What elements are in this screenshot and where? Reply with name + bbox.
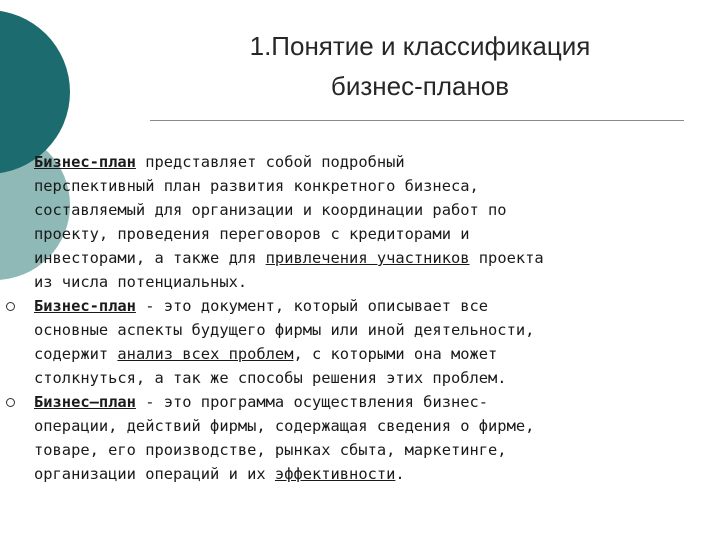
line-text: содержит [34, 345, 118, 363]
paragraph-line: составляемый для организации и координации работ по [34, 201, 507, 219]
paragraph-line [34, 462, 706, 486]
paragraph-line: операции, действий фирмы, содержащая сведения о фирме, [34, 417, 535, 435]
paragraph-line [34, 246, 706, 270]
link-efficiency[interactable]: эффективности [274, 465, 396, 483]
term-business-plan: Бизнес-план [34, 297, 136, 315]
slide-title-line-1: 1.Понятие и классификация [249, 31, 591, 61]
paragraph-line: товаре, его производстве, рынках сбыта, маркетинге, [34, 441, 507, 459]
line-text: организации операций и их [34, 465, 275, 483]
paragraph-line: основные аспекты будущего фирмы или иной деятельности, [34, 321, 535, 339]
hollow-circle-bullet-icon [6, 302, 15, 311]
slide-title-line-2: бизнес-планов [330, 71, 510, 101]
slide-body [34, 150, 706, 486]
paragraph-line: столкнуться, а так же способы решения этих проблем. [34, 369, 507, 387]
slide-title [150, 26, 690, 106]
definition-paragraph-2 [34, 294, 706, 390]
paragraph-line: из числа потенциальных. [34, 273, 248, 291]
line-text: проекта [469, 249, 544, 267]
link-participants[interactable]: привлечения участников [265, 249, 470, 267]
paragraph-line [34, 294, 706, 318]
term-business-plan: Бизнес-план [34, 153, 136, 171]
definition-paragraph-1 [34, 150, 706, 294]
paragraph-line [34, 342, 706, 366]
hollow-circle-bullet-icon [6, 398, 15, 407]
line-text: . [395, 465, 405, 483]
line-text: - это документ, который описывает все [135, 297, 489, 315]
paragraph-line: перспективный план развития конкретного бизнеса, [34, 177, 479, 195]
line-text: представляет собой подробный [135, 153, 405, 171]
line-text: инвесторами, а также для [34, 249, 266, 267]
line-text: - это программа осуществления бизнес- [135, 393, 489, 411]
definition-paragraph-3 [34, 390, 706, 486]
paragraph-line: проекту, проведения переговоров с кредиторами и [34, 225, 470, 243]
link-problem-analysis[interactable]: анализ всех проблем [117, 345, 294, 363]
title-divider [150, 120, 684, 121]
paragraph-line [34, 390, 706, 414]
line-text: , с которыми она может [293, 345, 498, 363]
paragraph-line [34, 150, 706, 174]
term-business-plan: Бизнес–план [34, 393, 136, 411]
